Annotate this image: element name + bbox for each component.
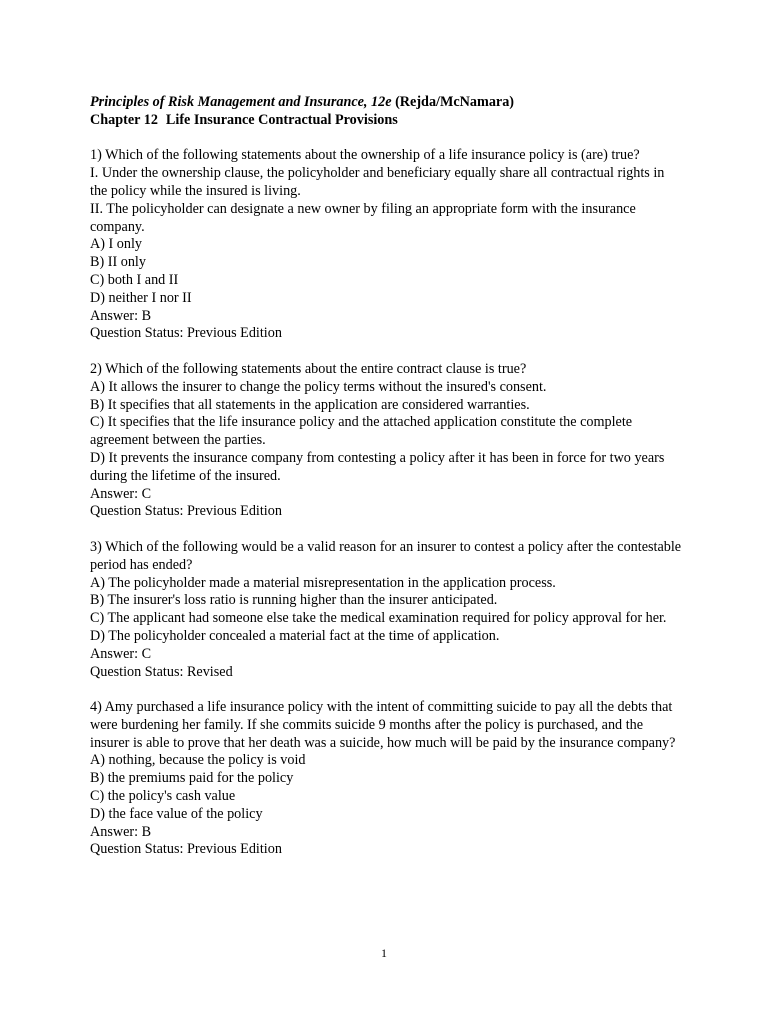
question-3 [90, 539, 682, 681]
question-status: Question Status: Revised [90, 663, 233, 680]
question-status: Question Status: Previous Edition [90, 841, 282, 858]
answer-option: D) the face value of the policy [90, 805, 263, 822]
answer-option: C) The applicant had someone else take the medical examination required for policy approval for her. [90, 610, 667, 627]
answer-key: Answer: B [90, 823, 152, 840]
answer-option: B) the premiums paid for the policy [90, 770, 294, 787]
book-authors: (Rejda/McNamara) [391, 94, 515, 110]
answer-option: C) the policy's cash value [90, 788, 236, 805]
book-title: Principles of Risk Management and Insurance, 12e [90, 94, 392, 110]
question-4 [90, 699, 682, 859]
answer-key: Answer: C [90, 485, 152, 502]
answer-option: D) The policyholder concealed a material fact at the time of application. [90, 627, 500, 644]
question-statement: I. Under the ownership clause, the policyholder and beneficiary equally share all contractual rights in the policy while the insured is living. [90, 165, 665, 199]
document-page [90, 94, 682, 859]
chapter-title: Life Insurance Contractual Provisions [165, 111, 398, 128]
answer-option: B) It specifies that all statements in the application are considered warranties. [90, 396, 530, 413]
question-stem: 3) Which of the following would be a valid reason for an insurer to contest a policy after the contestable period has ended? [90, 538, 682, 573]
answer-option: D) It prevents the insurance company from contesting a policy after it has been in force for two years during the lifetime of the insured. [90, 449, 665, 484]
book-header [90, 94, 682, 112]
answer-key: Answer: B [90, 307, 152, 324]
question-stem: 1) Which of the following statements about the ownership of a life insurance policy is (are) true? [90, 147, 640, 164]
question-stem: 4) Amy purchased a life insurance policy with the intent of committing suicide to pay all the debts that were burdening her family. If she commits suicide 9 months after the policy is purchased, and the insurer is able to prove that her death was a suicide, how much will be paid by the insurance company? [90, 699, 676, 751]
chapter-heading [90, 112, 682, 130]
answer-option: A) The policyholder made a material misrepresentation in the application process. [90, 574, 556, 591]
question-status: Question Status: Previous Edition [90, 503, 282, 520]
answer-option: C) both I and II [90, 271, 179, 288]
question-stem: 2) Which of the following statements about the entire contract clause is true? [90, 360, 527, 377]
question-statement: II. The policyholder can designate a new owner by filing an appropriate form with the insurance company. [90, 200, 636, 235]
question-status: Question Status: Previous Edition [90, 325, 282, 342]
answer-option: B) The insurer's loss ratio is running higher than the insurer anticipated. [90, 592, 498, 609]
answer-option: A) It allows the insurer to change the policy terms without the insured's consent. [90, 378, 547, 395]
question-1 [90, 147, 682, 343]
answer-key: Answer: C [90, 645, 152, 662]
answer-option: A) nothing, because the policy is void [90, 752, 306, 769]
page-number: 1 [381, 946, 387, 960]
answer-option: B) II only [90, 254, 146, 271]
question-2 [90, 361, 682, 521]
answer-option: D) neither I nor II [90, 289, 192, 306]
answer-option: C) It specifies that the life insurance policy and the attached application constitute the complete agreement between the parties. [90, 414, 633, 449]
chapter-number: Chapter 12 [90, 111, 158, 128]
answer-option: A) I only [90, 236, 143, 253]
